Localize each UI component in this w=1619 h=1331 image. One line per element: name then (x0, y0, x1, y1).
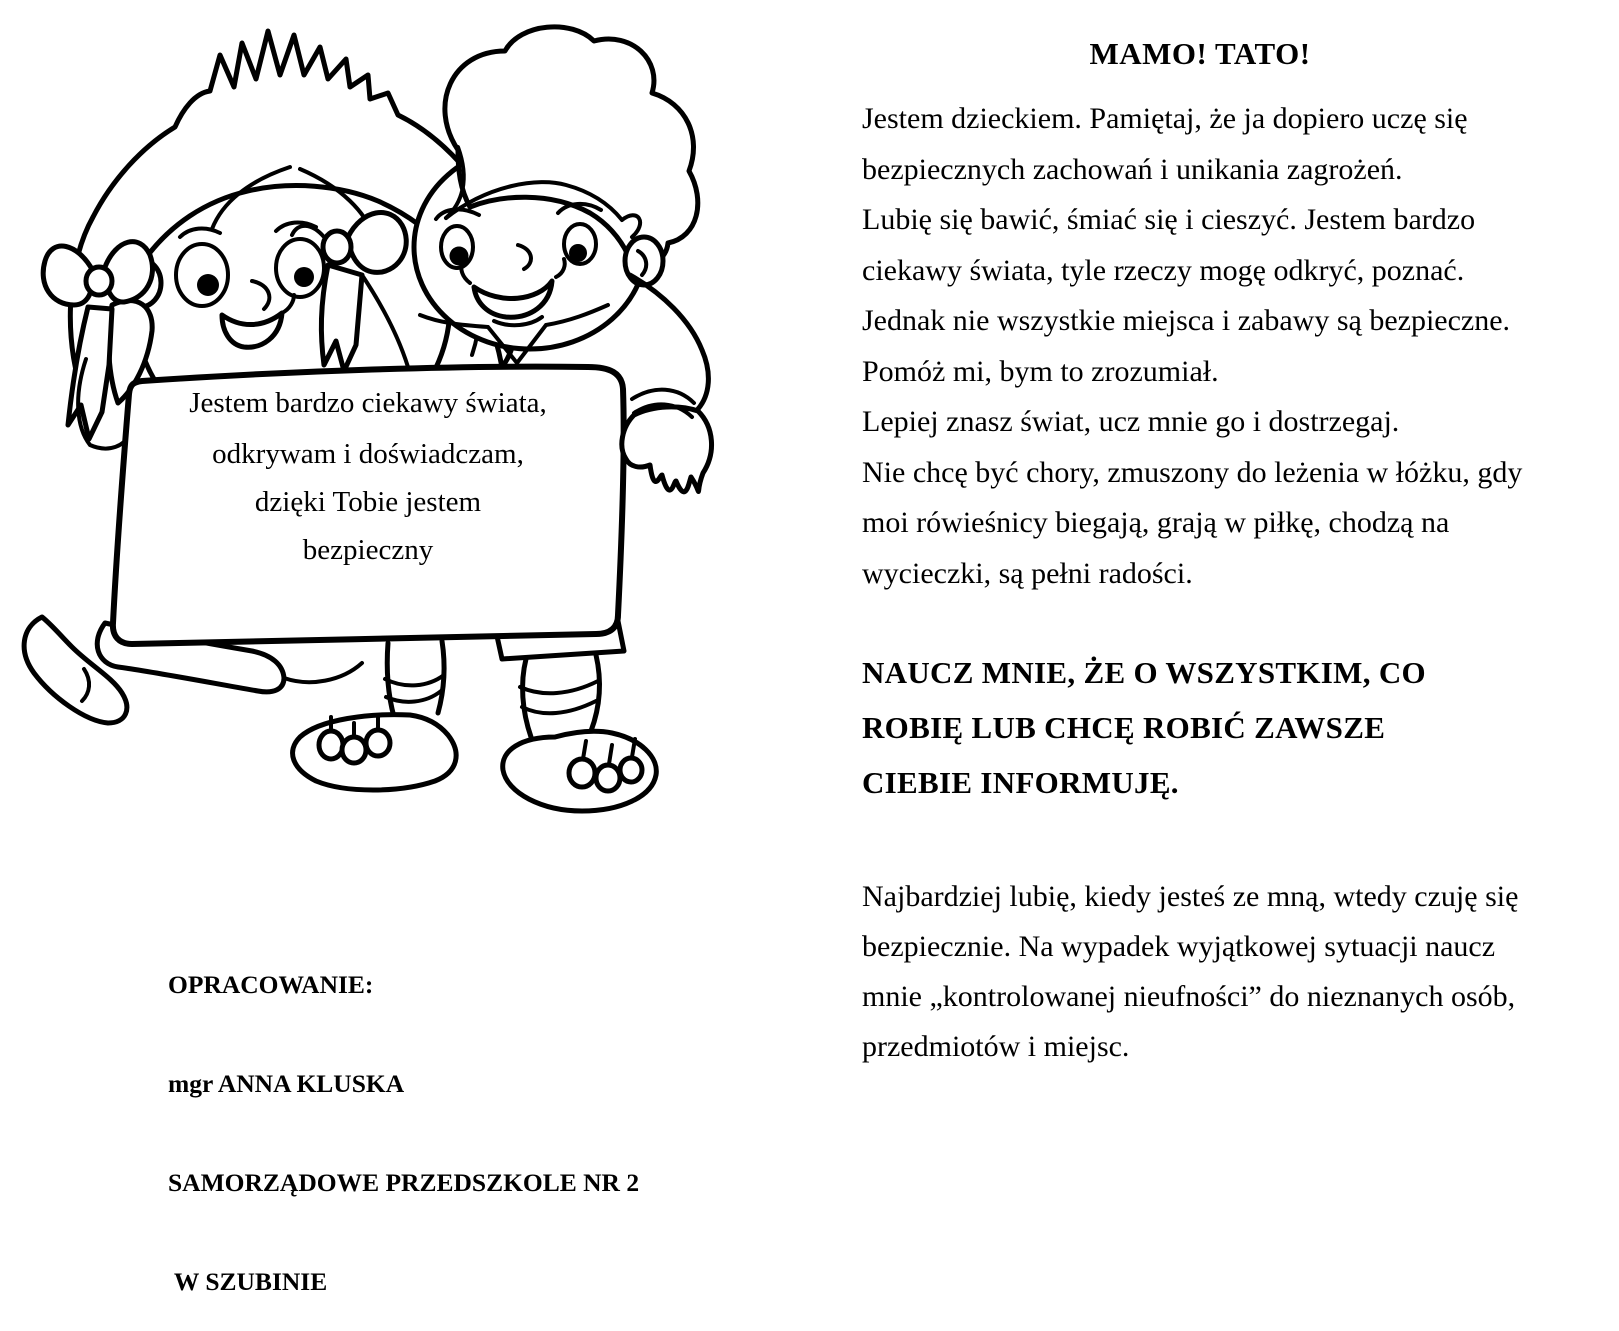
credit-line: SAMORZĄDOWE PRZEDSZKOLE NR 2 (168, 1168, 640, 1197)
letter-column (862, 32, 1538, 1072)
body-text-line: bezpiecznych zachowań i unikania zagrożeń. (862, 152, 1403, 186)
sign-line: Jestem bardzo ciekawy świata, (189, 387, 547, 419)
girl-shoe-toe (319, 731, 343, 759)
girl-left-bow-knot (86, 267, 112, 295)
emphasis-text-line: CIEBIE INFORMUJĘ. (862, 765, 1179, 800)
closing-paragraph (862, 872, 1538, 1072)
body-text-line: Pomóż mi, bym to zrozumiał. (862, 354, 1219, 388)
girl-knee-curve (284, 663, 362, 682)
intro-paragraph (862, 94, 1538, 599)
emphasis-text-line: NAUCZ MNIE, ŻE O WSZYSTKIM, CO (862, 655, 1426, 690)
body-text-line: Lepiej znasz świat, ucz mnie go i dostrzegaj. (862, 405, 1400, 438)
girl-right-bow-knot (323, 231, 351, 263)
emphasis-paragraph (862, 645, 1538, 810)
credit-line: W SZUBINIE (168, 1267, 328, 1296)
body-text-line: Jestem dzieckiem. Pamiętaj, że ja dopiero uczę się (862, 102, 1468, 135)
boy-leg (523, 659, 531, 737)
sign-line: bezpieczny (302, 534, 434, 566)
boy-right-pupil (569, 244, 587, 262)
girl-left-pupil (197, 274, 219, 296)
boy-sock-stripe (520, 681, 598, 693)
girl-left-bow-loop (105, 242, 153, 302)
body-text-line: Lubię się bawić, śmiać się i cieszyć. Jestem bardzo (862, 203, 1476, 236)
boy-figure (414, 27, 708, 409)
body-text-line: Nie chcę być chory, zmuszony do leżenia w łóżku, gdy (862, 455, 1523, 489)
boy-shoe-toe (620, 758, 642, 782)
children-holding-sign-illustration (0, 0, 760, 890)
credit-block (168, 902, 639, 1331)
body-text-line: mnie „kontrolowanej nieufności” do nieznanych osób, (862, 980, 1516, 1013)
body-text-line: moi rówieśnicy biegają, grają w piłkę, chodzą na (862, 506, 1450, 539)
boy-leg (591, 655, 599, 731)
girl-right-pupil (294, 267, 314, 287)
boy-hand-shape (622, 407, 712, 492)
children-legs (24, 617, 656, 811)
body-text-line: bezpiecznie. Na wypadek wyjątkowej sytuacji naucz (862, 930, 1496, 963)
boy-sock-stripe (522, 701, 596, 713)
sign-line: odkrywam i doświadczam, (212, 438, 524, 470)
emphasis-text-line: ROBIĘ LUB CHCĘ ROBIĆ ZAWSZE (862, 710, 1386, 745)
boy-wrist-band (632, 390, 694, 403)
girl-shoe-toe (342, 737, 366, 763)
illustration-svg (0, 0, 760, 890)
body-text-line: wycieczki, są pełni radości. (862, 556, 1193, 590)
sign-line: dzięki Tobie jestem (254, 486, 482, 518)
girl-sock-stripe (386, 691, 441, 702)
credit-line: mgr ANNA KLUSKA (168, 1069, 405, 1098)
page-title: MAMO! TATO! (1089, 36, 1311, 71)
girl-sock-stripe (385, 675, 444, 685)
boy-shoe-toe (569, 759, 595, 787)
body-text-line: przedmiotów i miejsc. (862, 1030, 1130, 1063)
body-text-line: Najbardziej lubię, kiedy jesteś ze mną, wtedy czuję się (862, 880, 1519, 913)
boy-shoe-toe (596, 765, 620, 791)
girl-shoe-toe (366, 730, 390, 756)
body-text-line: ciekawy świata, tyle rzeczy mogę odkryć, poznać. (862, 253, 1465, 287)
credit-line: OPRACOWANIE: (168, 970, 374, 999)
girl-right-bow-loop (348, 213, 406, 273)
boy-left-pupil (450, 247, 469, 266)
body-text-line: Jednak nie wszystkie miejsca i zabawy są bezpieczne. (862, 304, 1511, 337)
